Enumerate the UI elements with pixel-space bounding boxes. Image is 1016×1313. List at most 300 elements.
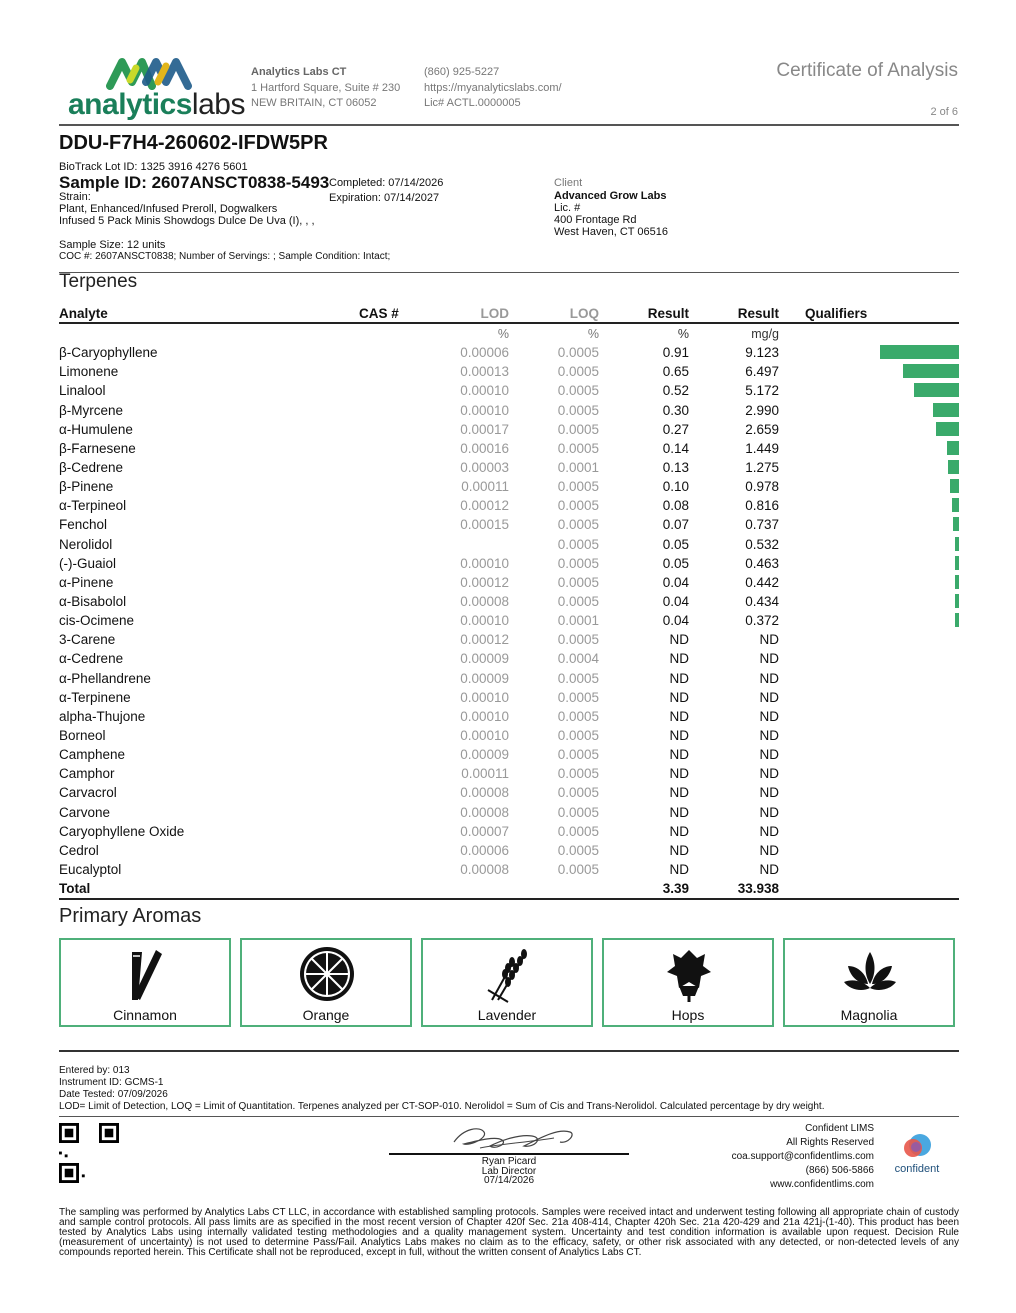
cas-cell: [359, 439, 419, 458]
qualifiers-cell: [779, 764, 880, 783]
result-mg-cell: ND: [759, 689, 779, 705]
loq-cell: 0.0005: [557, 728, 599, 744]
total-label: Total: [59, 879, 359, 899]
lab-license: Lic# ACTL.0000005: [424, 97, 521, 109]
qualifiers-cell: [779, 515, 880, 534]
lims-info: [732, 1122, 874, 1192]
table-header-row: [59, 304, 959, 323]
lab-website[interactable]: https://myanalyticslabs.com/: [424, 81, 562, 94]
result-mg-cell: ND: [759, 862, 779, 877]
lod-cell: 0.00013: [460, 364, 509, 380]
table-row: [59, 764, 959, 783]
table-row: [59, 803, 959, 822]
result-pct-cell: 0.04: [662, 613, 689, 629]
result-pct-cell: ND: [669, 670, 689, 686]
table-row: [59, 420, 959, 439]
loq-cell: 0.0005: [557, 402, 599, 418]
result-pct-cell: ND: [669, 766, 689, 782]
qualifiers-cell: [779, 496, 880, 515]
aroma-card-hops: [602, 938, 774, 1027]
loq-cell: 0.0005: [557, 345, 599, 361]
result-pct-cell: ND: [669, 823, 689, 839]
aromas-section-title: Primary Aromas: [59, 905, 202, 927]
result-pct-cell: ND: [669, 804, 689, 820]
unit-loq: %: [587, 326, 599, 341]
lod-cell: 0.00009: [460, 670, 509, 686]
unit-result-mg: mg/g: [751, 326, 779, 341]
loq-cell: 0.0004: [557, 651, 599, 667]
product-name: Infused 5 Pack Minis Showdogs Dulce De Uva (I), , ,: [59, 215, 315, 227]
bar-cell: [880, 515, 959, 534]
aroma-card-lavender: [421, 938, 593, 1027]
units-row: [59, 323, 959, 343]
analyte-cell: Nerolidol: [59, 536, 113, 552]
table-row: [59, 745, 959, 764]
cas-cell: [359, 822, 419, 841]
bar-cell: [880, 362, 959, 381]
client-license: Lic. #: [554, 202, 581, 214]
result-mg-cell: 0.532: [745, 536, 779, 552]
bar-cell: [880, 803, 959, 822]
table-row: [59, 362, 959, 381]
lab-address-line2: NEW BRITAIN, CT 06052: [251, 97, 377, 109]
analyte-cell: Carvone: [59, 804, 111, 820]
loq-cell: 0.0005: [557, 785, 599, 801]
result-mg-cell: ND: [759, 651, 779, 667]
sample-size: Sample Size: 12 units: [59, 239, 166, 251]
cas-cell: [359, 841, 419, 860]
client-block: [554, 176, 668, 238]
lod-cell: 0.00008: [460, 594, 509, 610]
result-bar: [936, 422, 959, 436]
loq-cell: 0.0005: [557, 766, 599, 782]
unit-lod: %: [497, 326, 509, 341]
loq-cell: 0.0005: [557, 632, 599, 648]
result-pct-cell: ND: [669, 842, 689, 858]
cas-cell: [359, 726, 419, 745]
result-mg-cell: 9.123: [745, 345, 779, 361]
lod-cell: 0.00006: [460, 842, 509, 858]
result-bar: [947, 441, 959, 455]
analyte-cell: β-Farnesene: [59, 440, 136, 456]
result-mg-cell: ND: [759, 728, 779, 744]
qualifiers-cell: [779, 420, 880, 439]
bar-cell: [880, 669, 959, 688]
analyte-cell: Camphene: [59, 747, 126, 763]
result-mg-cell: ND: [759, 823, 779, 839]
bar-cell: [880, 573, 959, 592]
hops-icon: [659, 946, 719, 1004]
confident-logo-icon: [902, 1133, 932, 1161]
result-mg-cell: ND: [759, 842, 779, 858]
result-pct-cell: ND: [669, 728, 689, 744]
result-bar: [880, 345, 959, 359]
loq-cell: 0.0005: [557, 842, 599, 858]
analyte-cell: α-Pinene: [59, 574, 114, 590]
lab-address-line1: 1 Hartford Square, Suite # 230: [251, 81, 401, 94]
lab-phone: (860) 925-5227: [424, 66, 500, 78]
bar-cell: [880, 764, 959, 783]
lod-cell: 0.00009: [460, 747, 509, 763]
terpenes-section-title: Terpenes: [59, 271, 138, 292]
expiration-date: Expiration: 07/14/2027: [329, 192, 440, 204]
bar-cell: [880, 783, 959, 802]
cas-cell: [359, 573, 419, 592]
lod-cell: 0.00009: [460, 651, 509, 667]
result-pct-cell: 0.05: [662, 536, 689, 552]
batch-id: DDU-F7H4-260602-IFDW5PR: [59, 132, 328, 154]
header-result-pct: Result: [599, 304, 689, 323]
aroma-label: Orange: [302, 1007, 350, 1023]
analyte-cell: β-Cedrene: [59, 460, 124, 476]
cas-cell: [359, 649, 419, 668]
signature-date: 07/14/2026: [483, 1175, 535, 1186]
loq-cell: 0.0005: [557, 536, 599, 552]
result-bar: [952, 498, 959, 512]
lod-cell: 0.00016: [460, 440, 509, 456]
result-pct-cell: 0.30: [662, 402, 689, 418]
result-bar: [955, 613, 959, 627]
cas-cell: [359, 592, 419, 611]
loq-cell: 0.0005: [557, 670, 599, 686]
magnolia-icon: [840, 946, 900, 1004]
definitions-note: LOD= Limit of Detection, LOQ = Limit of Quantitation. Terpenes analyzed per CT-SOP-010. Nerolidol = Sum of Cis and Trans-Nerolidol. Calculated percentage by dry weight.: [59, 1101, 825, 1112]
lod-cell: 0.00010: [460, 689, 509, 705]
table-row: [59, 783, 959, 802]
aroma-label: Lavender: [477, 1007, 537, 1023]
loq-cell: 0.0005: [557, 383, 599, 399]
result-mg-cell: 6.497: [745, 364, 779, 380]
loq-cell: 0.0005: [557, 479, 599, 495]
aromas-divider: [59, 1050, 959, 1052]
table-row: [59, 515, 959, 534]
table-row: [59, 707, 959, 726]
analyte-cell: Cedrol: [59, 842, 99, 858]
header-qualifiers: Qualifiers: [779, 304, 880, 323]
aroma-label: Magnolia: [840, 1007, 898, 1023]
analyte-cell: α-Cedrene: [59, 651, 124, 667]
qualifiers-cell: [779, 554, 880, 573]
header-lod: LOD: [419, 304, 509, 323]
table-row: [59, 573, 959, 592]
table-row: [59, 688, 959, 707]
qualifiers-cell: [779, 343, 880, 362]
result-mg-cell: 0.978: [745, 479, 779, 495]
bar-cell: [880, 439, 959, 458]
lod-cell: 0.00003: [460, 460, 509, 476]
lod-cell: 0.00012: [460, 574, 509, 590]
analyte-cell: α-Humulene: [59, 421, 133, 437]
bar-cell: [880, 401, 959, 420]
lod-cell: 0.00012: [460, 632, 509, 648]
result-mg-cell: 2.659: [745, 421, 779, 437]
bar-cell: [880, 381, 959, 400]
lab-contact: [424, 65, 562, 112]
header-cas: CAS #: [359, 304, 419, 323]
result-mg-cell: 0.737: [745, 517, 779, 533]
result-pct-cell: 0.04: [662, 594, 689, 610]
sample-id: Sample ID: 2607ANSCT0838-5493: [59, 173, 330, 192]
lod-cell: 0.00008: [460, 804, 509, 820]
qualifiers-cell: [779, 669, 880, 688]
table-row: [59, 860, 959, 879]
analyte-cell: (-)-Guaiol: [59, 555, 117, 571]
signer-title: Lab Director: [481, 1165, 537, 1177]
result-bar: [914, 383, 959, 397]
bar-cell: [880, 630, 959, 649]
qualifiers-cell: [779, 401, 880, 420]
lod-cell: 0.00010: [460, 383, 509, 399]
bar-cell: [880, 496, 959, 515]
bar-cell: [880, 860, 959, 879]
result-pct-cell: ND: [669, 785, 689, 801]
qualifiers-cell: [779, 822, 880, 841]
result-mg-cell: ND: [759, 708, 779, 724]
lod-cell: 0.00011: [461, 479, 509, 495]
analyte-cell: Camphor: [59, 766, 115, 782]
qualifiers-cell: [779, 860, 880, 879]
table-row: [59, 401, 959, 420]
bar-cell: [880, 420, 959, 439]
table-row: [59, 726, 959, 745]
sample-divider: [59, 272, 959, 273]
loq-cell: 0.0005: [557, 823, 599, 839]
result-bar: [953, 517, 959, 531]
total-mg: 33.938: [689, 879, 779, 899]
cas-cell: [359, 745, 419, 764]
aroma-label: Hops: [671, 1007, 705, 1023]
loq-cell: 0.0005: [557, 421, 599, 437]
qualifiers-cell: [779, 726, 880, 745]
result-pct-cell: 0.08: [662, 498, 689, 514]
lod-cell: 0.00007: [460, 823, 509, 839]
header-result-mg: Result: [689, 304, 779, 323]
result-pct-cell: ND: [669, 651, 689, 667]
lod-cell: 0.00011: [461, 766, 509, 782]
confident-logo: [890, 1133, 944, 1177]
result-pct-cell: ND: [669, 689, 689, 705]
cas-cell: [359, 515, 419, 534]
qualifiers-cell: [779, 803, 880, 822]
result-bar: [955, 575, 959, 589]
lavender-icon: [478, 946, 538, 1004]
coc-info: COC #: 2607ANSCT0838; Number of Servings: ; Sample Condition: Intact;: [59, 251, 391, 262]
table-row: [59, 343, 959, 362]
qr-code-icon: [59, 1123, 119, 1183]
cas-cell: [359, 381, 419, 400]
analyte-cell: β-Pinene: [59, 479, 114, 495]
loq-cell: 0.0005: [557, 364, 599, 380]
loq-cell: 0.0001: [557, 613, 599, 629]
bar-cell: [880, 611, 959, 630]
loq-cell: 0.0005: [557, 517, 599, 533]
lims-email[interactable]: coa.support@confidentlims.com: [731, 1151, 874, 1162]
cas-cell: [359, 401, 419, 420]
completed-date: Completed: 07/14/2026: [329, 177, 444, 189]
result-mg-cell: 0.442: [745, 574, 779, 590]
bar-cell: [880, 841, 959, 860]
signature-line: [389, 1153, 629, 1155]
header-bar: [880, 304, 959, 323]
result-mg-cell: ND: [759, 785, 779, 801]
bar-cell: [880, 343, 959, 362]
lims-name: Confident LIMS: [805, 1123, 874, 1134]
table-row: [59, 381, 959, 400]
cas-cell: [359, 669, 419, 688]
table-row: [59, 439, 959, 458]
company-logo: [68, 56, 245, 126]
qualifiers-cell: [779, 439, 880, 458]
loq-cell: 0.0005: [557, 689, 599, 705]
signer-name: Ryan Picard: [481, 1156, 537, 1167]
bar-cell: [880, 554, 959, 573]
qualifiers-cell: [779, 783, 880, 802]
result-bar: [955, 594, 959, 608]
cas-cell: [359, 611, 419, 630]
analyte-cell: Borneol: [59, 728, 106, 744]
result-pct-cell: ND: [669, 747, 689, 763]
table-row: [59, 822, 959, 841]
entered-by: Entered by: 013: [59, 1065, 130, 1076]
orange-icon: [297, 946, 357, 1004]
analyte-cell: 3-Carene: [59, 632, 116, 648]
qualifiers-cell: [779, 649, 880, 668]
table-row: [59, 611, 959, 630]
cas-cell: [359, 803, 419, 822]
result-pct-cell: ND: [669, 708, 689, 724]
analyte-cell: α-Terpineol: [59, 498, 127, 514]
date-tested: Date Tested: 07/09/2026: [59, 1089, 168, 1100]
analyte-cell: α-Phellandrene: [59, 670, 151, 686]
test-notes: [59, 1065, 824, 1113]
sample-dates: [329, 176, 443, 206]
analyte-cell: α-Bisabolol: [59, 594, 127, 610]
lab-info: [251, 65, 400, 112]
cas-cell: [359, 783, 419, 802]
table-row: [59, 477, 959, 496]
bar-cell: [880, 726, 959, 745]
qualifiers-cell: [779, 841, 880, 860]
analyte-cell: Linalool: [59, 383, 106, 399]
result-mg-cell: 0.816: [745, 498, 779, 514]
result-pct-cell: ND: [669, 632, 689, 648]
result-mg-cell: 1.449: [745, 440, 779, 456]
result-pct-cell: 0.91: [662, 345, 689, 361]
result-mg-cell: 2.990: [745, 402, 779, 418]
loq-cell: 0.0005: [557, 862, 599, 877]
document-title: Certificate of Analysis: [776, 60, 958, 81]
result-pct-cell: 0.07: [662, 517, 689, 533]
table-row: [59, 669, 959, 688]
cas-cell: [359, 707, 419, 726]
qualifiers-cell: [779, 630, 880, 649]
qualifiers-cell: [779, 458, 880, 477]
cas-cell: [359, 343, 419, 362]
notes-divider: [59, 1116, 959, 1117]
result-mg-cell: 0.372: [745, 613, 779, 629]
result-pct-cell: 0.52: [662, 383, 689, 399]
signature-icon: [450, 1122, 580, 1154]
aroma-card-magnolia: [783, 938, 955, 1027]
header-divider: [59, 124, 959, 126]
table-row: [59, 841, 959, 860]
analyte-cell: Eucalyptol: [59, 862, 122, 877]
analyte-cell: α-Terpinene: [59, 689, 131, 705]
unit-result-pct: %: [677, 326, 689, 341]
loq-cell: 0.0005: [557, 440, 599, 456]
lod-cell: 0.00006: [460, 345, 509, 361]
bar-cell: [880, 458, 959, 477]
cinnamon-icon: [116, 946, 176, 1004]
cas-cell: [359, 860, 419, 879]
cas-cell: [359, 535, 419, 554]
instrument-id: Instrument ID: GCMS-1: [59, 1077, 164, 1088]
disclaimer-text: The sampling was performed by Analytics Labs CT LLC, in accordance with established sampling protocols. Samples were received intact and underwent testing following all appropriate chain of custody and sample control protocols. All pass limits are as specified in the most recent version of Chapter 420f Sec. 21a 408-414, Chapter 420h Sec. 21a 420-429 and 21a 421j-(1-40). This product has been tested by Analytics Labs using internally validated testing methodologies and a quality management system. Uncertainty and test condition information is available upon request. Decision Rule (measurement of uncertainty) is not used to determine Pass/Fail. Analytics Labs makes no claim as to the efficacy, safety, or other risk associated with any detected, or non-detected levels of any compounds reported herein. This Certificate shall not be reproduced, except in full, without the written consent of Analytics Labs CT.: [59, 1207, 959, 1258]
cas-cell: [359, 554, 419, 573]
qualifiers-cell: [779, 592, 880, 611]
result-mg-cell: ND: [759, 632, 779, 648]
result-bar: [955, 537, 959, 551]
lod-cell: 0.00010: [460, 613, 509, 629]
result-mg-cell: ND: [759, 747, 779, 763]
loq-cell: 0.0005: [557, 594, 599, 610]
client-label: Client: [554, 177, 583, 189]
lod-cell: 0.00010: [460, 708, 509, 724]
table-row: [59, 592, 959, 611]
lod-cell: 0.00015: [460, 517, 509, 533]
terpenes-table: [59, 304, 959, 900]
sample-details: [59, 191, 315, 227]
cas-cell: [359, 477, 419, 496]
cas-cell: [359, 458, 419, 477]
result-bar: [948, 460, 959, 474]
table-row: [59, 458, 959, 477]
lod-cell: [419, 535, 509, 554]
loq-cell: 0.0005: [557, 555, 599, 571]
lod-cell: 0.00008: [460, 862, 509, 877]
total-pct: 3.39: [599, 879, 689, 899]
cas-cell: [359, 688, 419, 707]
sample-type: Plant, Enhanced/Infused Preroll, Dogwalkers: [59, 203, 278, 215]
result-pct-cell: ND: [669, 862, 689, 877]
aroma-card-cinnamon: [59, 938, 231, 1027]
lod-cell: 0.00010: [460, 555, 509, 571]
bar-cell: [880, 688, 959, 707]
result-mg-cell: ND: [759, 804, 779, 820]
cas-cell: [359, 420, 419, 439]
aroma-label: Cinnamon: [113, 1007, 177, 1023]
qualifiers-cell: [779, 381, 880, 400]
result-mg-cell: 0.463: [745, 555, 779, 571]
bar-cell: [880, 822, 959, 841]
confident-logo-text: confident: [894, 1163, 940, 1175]
aroma-card-orange: [240, 938, 412, 1027]
lod-cell: 0.00008: [460, 785, 509, 801]
analyte-cell: alpha-Thujone: [59, 708, 146, 724]
qualifiers-cell: [779, 611, 880, 630]
lims-website[interactable]: www.confidentlims.com: [770, 1179, 874, 1190]
result-pct-cell: 0.04: [662, 574, 689, 590]
lod-cell: 0.00012: [460, 498, 509, 514]
result-bar: [933, 403, 959, 417]
result-bar: [955, 556, 959, 570]
cas-cell: [359, 764, 419, 783]
bar-cell: [880, 535, 959, 554]
logo-mark-icon: [106, 56, 201, 90]
lab-name: Analytics Labs CT: [251, 66, 347, 78]
analyte-cell: Carvacrol: [59, 785, 117, 801]
result-pct-cell: 0.14: [662, 440, 689, 456]
